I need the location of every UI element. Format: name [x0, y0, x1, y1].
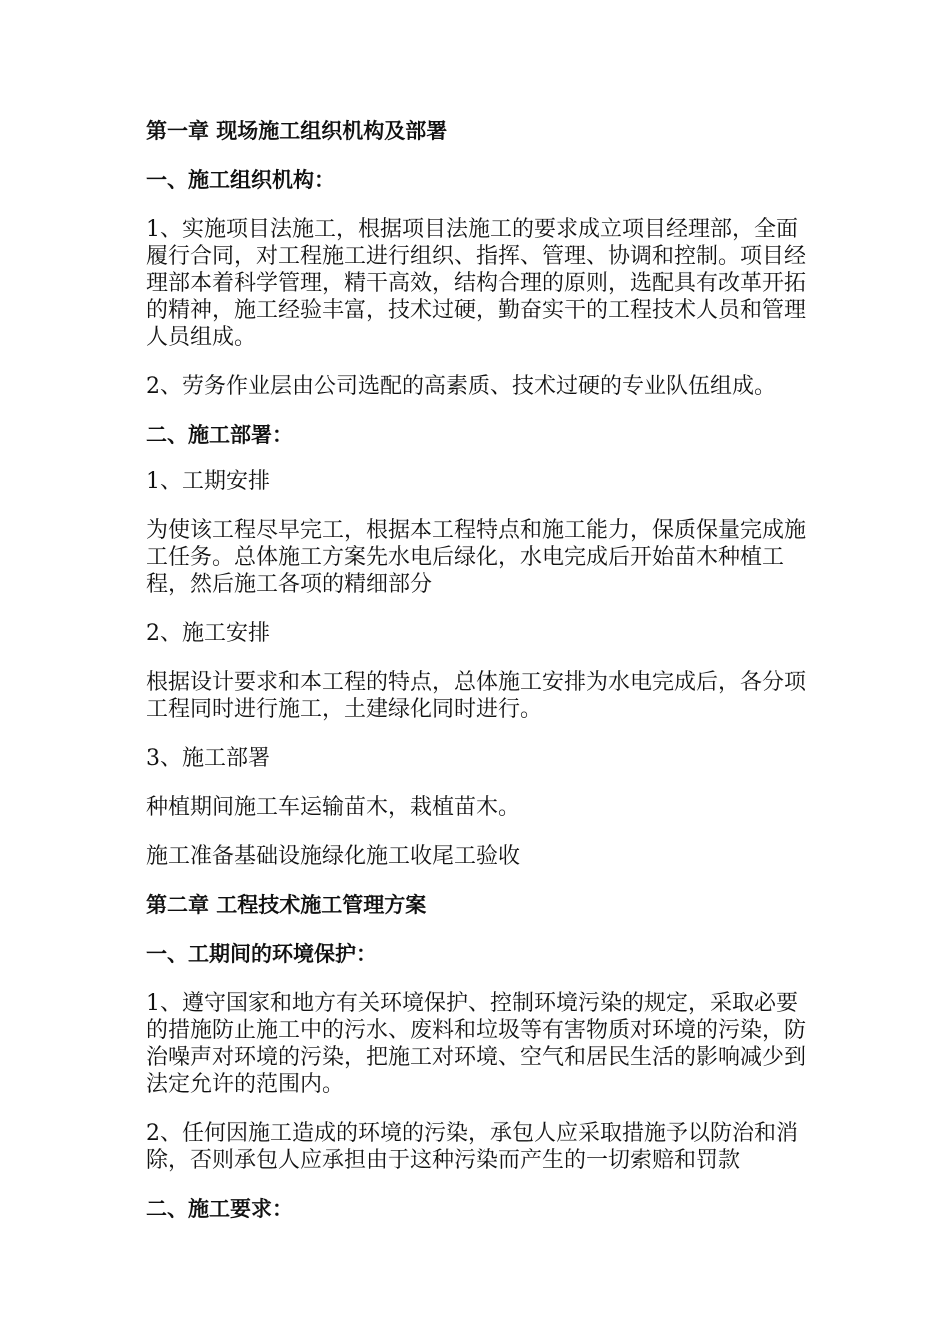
paragraph: 1、遵守国家和地方有关环境保护、控制环境污染的规定，采取必要的措施防止施工中的污水、废料和垃圾等有害物质对环境的污染，防治噪声对环境的污染，把施工对环境、空气和居民生活的影响减少到法定允许的范围内。: [146, 991, 807, 1097]
section-2-heading: 二、施工要求：: [146, 1197, 293, 1221]
chapter-2-title: 第二章 工程技术施工管理方案: [146, 893, 427, 917]
item-title: 1、工期安排: [146, 469, 270, 494]
paragraph: 2、任何因施工造成的环境的污染，承包人应采取措施予以防治和消除，否则承包人应承担由于这种污染而产生的一切索赔和罚款: [146, 1121, 798, 1173]
paragraph: 根据设计要求和本工程的特点，总体施工安排为水电完成后，各分项工程同时进行施工，土建绿化同时进行。: [146, 670, 807, 722]
paragraph: 1、实施项目法施工，根据项目法施工的要求成立项目经理部，全面履行合同，对工程施工进行组织、指挥、管理、协调和控制。项目经理部本着科学管理，精干高效，结构合理的原则，选配具有改革开拓的精神，施工经验丰富，技术过硬，勤奋实干的工程技术人员和管理人员组成。: [146, 217, 807, 350]
paragraph: 种植期间施工车运输苗木，栽植苗木。: [146, 795, 521, 820]
document-page: [146, 118, 810, 1223]
paragraph: 为使该工程尽早完工，根据本工程特点和施工能力，保质保量完成施工任务。总体施工方案先水电后绿化，水电完成后开始苗木种植工程，然后施工各项的精细部分: [146, 518, 807, 597]
chapter-1-title: 第一章 现场施工组织机构及部署: [146, 119, 448, 143]
paragraph: 2、劳务作业层由公司选配的高素质、技术过硬的专业队伍组成。: [146, 374, 776, 399]
section-1-heading: 一、工期间的环境保护：: [146, 942, 377, 966]
paragraph: 施工准备基础设施绿化施工收尾工验收: [146, 844, 521, 869]
item-title: 3、施工部署: [146, 746, 270, 771]
section-2-heading: 二、施工部署：: [146, 423, 293, 447]
item-title: 2、施工安排: [146, 621, 270, 646]
section-1-heading: 一、施工组织机构：: [146, 168, 335, 192]
